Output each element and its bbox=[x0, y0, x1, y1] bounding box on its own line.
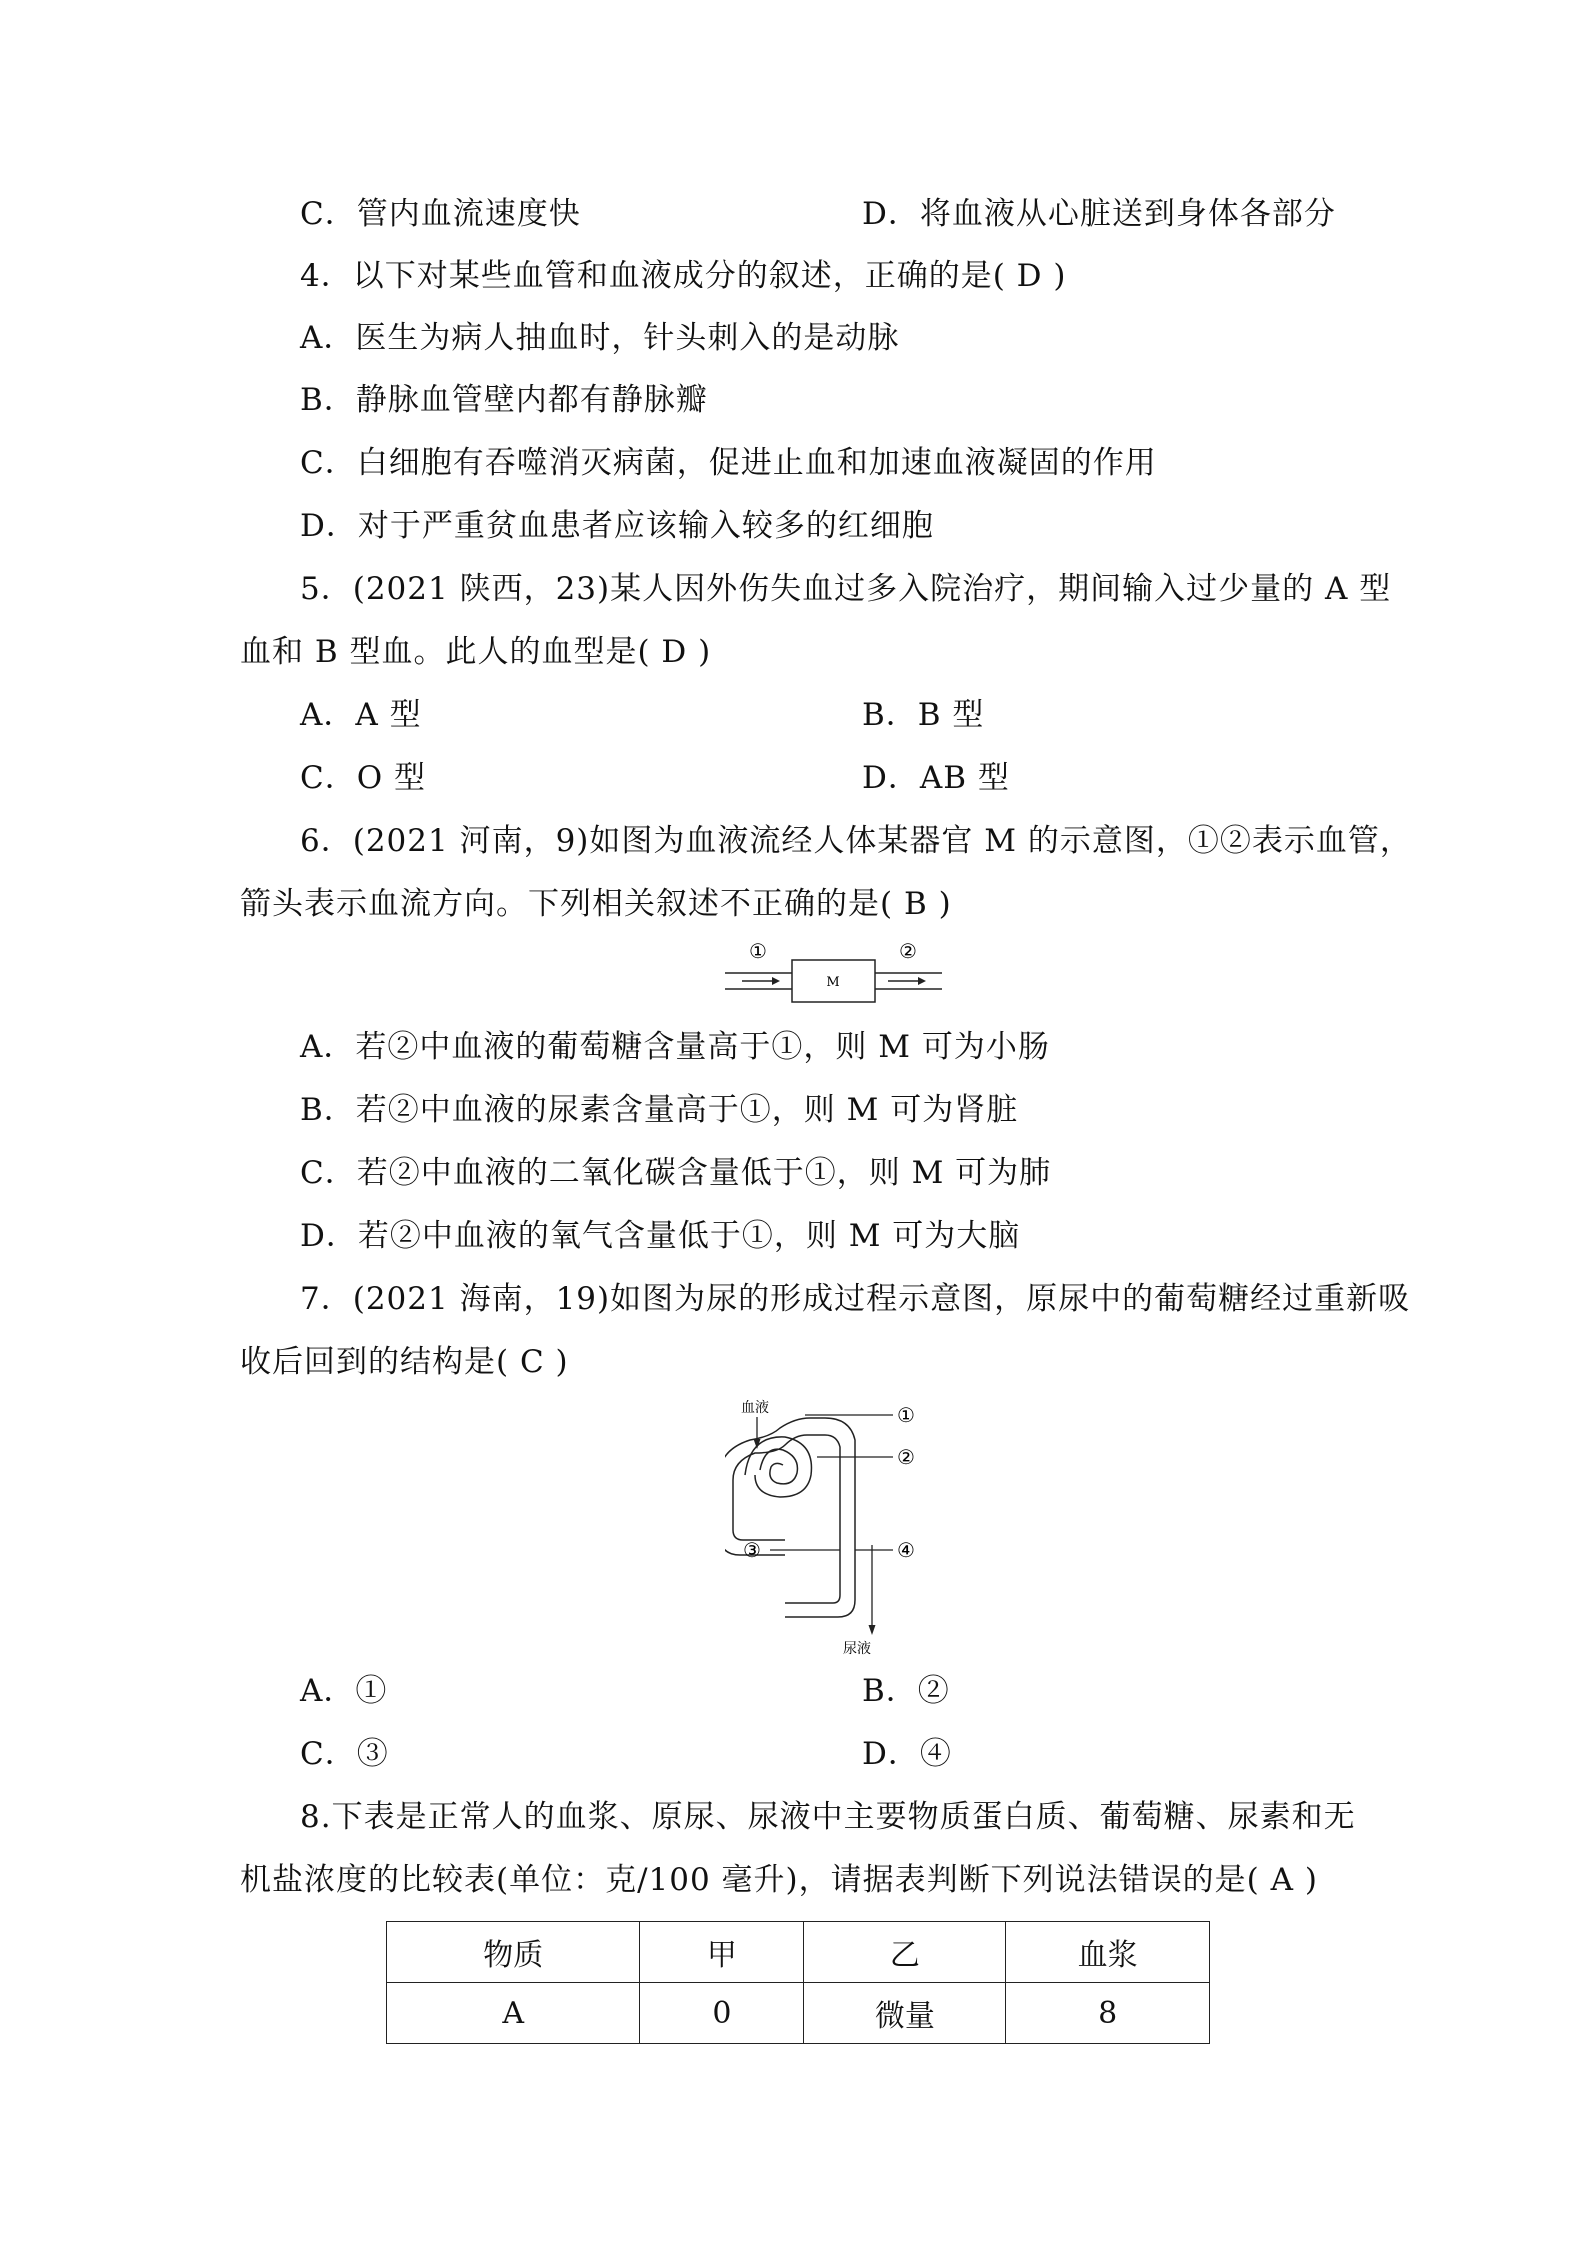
structure-label-2: ② bbox=[897, 1445, 915, 1469]
structure-label-3: ③ bbox=[743, 1538, 761, 1562]
urine-arrow-icon bbox=[869, 1545, 876, 1635]
urine-label: 尿液 bbox=[843, 1641, 871, 1657]
blood-label: 血液 bbox=[741, 1400, 769, 1416]
table-header-cell: 血浆 bbox=[1006, 1922, 1210, 1983]
q7-stem-line2: 收后回到的结构是( C ) bbox=[240, 1344, 569, 1380]
organ-m-diagram bbox=[720, 940, 950, 1010]
q6-stem-line1: 6．(2021 河南，9)如图为血液流经人体某器官 M 的示意图，①②表示血管， bbox=[300, 823, 1412, 859]
vessel-label-2: ② bbox=[899, 940, 917, 963]
structure-label-1: ① bbox=[897, 1403, 915, 1427]
q7-option-a: A．① bbox=[300, 1673, 388, 1709]
table-cell: A bbox=[387, 1983, 640, 2044]
q6-option-c: C．若②中血液的二氧化碳含量低于①，则 M 可为肺 bbox=[300, 1155, 1052, 1191]
q3-option-d: D．将血液从心脏送到身体各部分 bbox=[862, 196, 1336, 232]
q6-option-b: B．若②中血液的尿素含量高于①，则 M 可为肾脏 bbox=[300, 1092, 1019, 1128]
tubule-outline bbox=[725, 1418, 855, 1617]
q7-stem-line1: 7．(2021 海南，19)如图为尿的形成过程示意图，原尿中的葡萄糖经过重新吸 bbox=[300, 1281, 1411, 1317]
q7-option-c: C．③ bbox=[300, 1736, 389, 1772]
q8-stem-line1: 8.下表是正常人的血浆、原尿、尿液中主要物质蛋白质、葡萄糖、尿素和无 bbox=[300, 1799, 1356, 1835]
q5-stem-line1: 5．(2021 陕西，23)某人因外伤失血过多入院治疗，期间输入过少量的 A 型 bbox=[300, 571, 1392, 607]
table-cell: 0 bbox=[640, 1983, 804, 2044]
organ-m-label: M bbox=[826, 975, 840, 990]
table-header-cell: 乙 bbox=[804, 1922, 1006, 1983]
table-header-cell: 物质 bbox=[387, 1922, 640, 1983]
q3-option-c: C．管内血流速度快 bbox=[300, 196, 581, 232]
q5-option-a: A．A 型 bbox=[300, 697, 422, 733]
arrow-out-icon bbox=[888, 977, 926, 985]
table-cell: 8 bbox=[1006, 1983, 1210, 2044]
q4-stem: 4．以下对某些血管和血液成分的叙述，正确的是( D ) bbox=[300, 258, 1067, 294]
table-header-row bbox=[387, 1922, 1210, 1983]
q6-stem-line2: 箭头表示血流方向。下列相关叙述不正确的是( B ) bbox=[240, 886, 952, 922]
nephron-diagram bbox=[725, 1395, 965, 1660]
q7-option-b: B．② bbox=[862, 1673, 950, 1709]
q4-option-d: D．对于严重贫血患者应该输入较多的红细胞 bbox=[300, 508, 934, 544]
vessel-label-1: ① bbox=[749, 940, 767, 963]
table-header-cell: 甲 bbox=[640, 1922, 804, 1983]
q4-option-c: C．白细胞有吞噬消灭病菌，促进止血和加速血液凝固的作用 bbox=[300, 445, 1157, 481]
q6-option-a: A．若②中血液的葡萄糖含量高于①，则 M 可为小肠 bbox=[300, 1029, 1050, 1065]
arrow-in-icon bbox=[742, 977, 780, 985]
structure-label-4: ④ bbox=[897, 1538, 915, 1562]
table-row bbox=[387, 1983, 1210, 2044]
q4-option-b: B．静脉血管壁内都有静脉瓣 bbox=[300, 382, 708, 418]
q7-option-d: D．④ bbox=[862, 1736, 952, 1772]
q6-option-d: D．若②中血液的氧气含量低于①，则 M 可为大脑 bbox=[300, 1218, 1021, 1254]
q8-stem-line2: 机盐浓度的比较表(单位：克/100 毫升)，请据表判断下列说法错误的是( A ) bbox=[240, 1862, 1318, 1898]
q5-stem-line2: 血和 B 型血。此人的血型是( D ) bbox=[240, 634, 712, 670]
table-cell: 微量 bbox=[804, 1983, 1006, 2044]
q5-option-d: D．AB 型 bbox=[862, 760, 1010, 796]
q5-option-c: C．O 型 bbox=[300, 760, 426, 796]
q4-option-a: A．医生为病人抽血时，针头刺入的是动脉 bbox=[300, 320, 900, 356]
q5-option-b: B．B 型 bbox=[862, 697, 985, 733]
concentration-table bbox=[386, 1921, 1210, 2044]
